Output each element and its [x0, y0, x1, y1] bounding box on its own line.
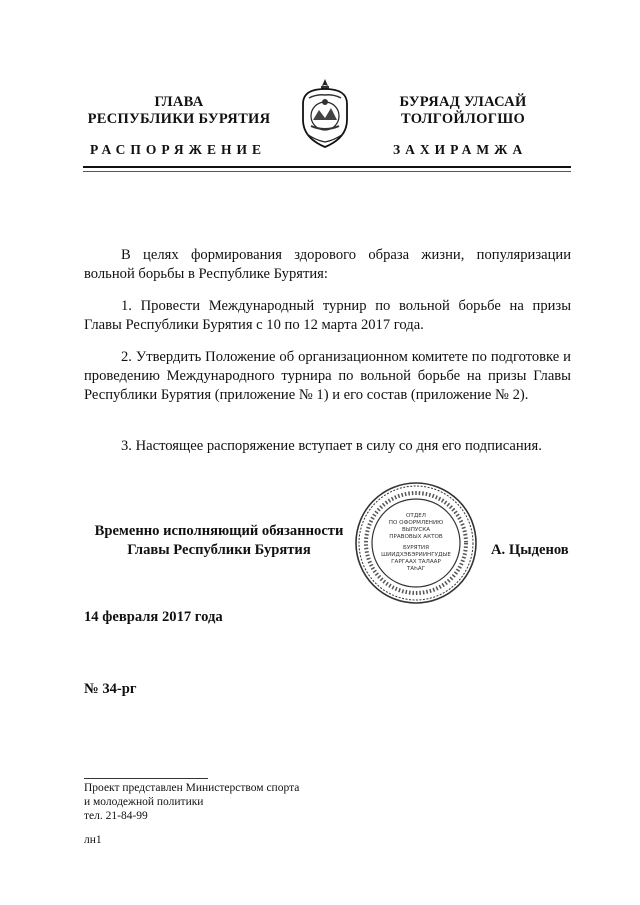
- footer-initials: лн1: [84, 834, 102, 846]
- stamp-line-5: БУРЯТИЯ: [403, 545, 429, 551]
- stamp-line-1: ОТДЕЛ: [406, 513, 426, 519]
- item-3-paragraph: 3. Настоящее распоряжение вступает в силу со дня его подписания.: [121, 438, 542, 454]
- stamp-line-3: ВЫПУСКА: [401, 527, 431, 533]
- header-left: [84, 94, 274, 128]
- stamp-line-8: ТАҺАГ: [406, 566, 426, 572]
- signatory-position: [84, 522, 354, 560]
- preamble-paragraph: В целях формирования здорового образа жизни, популяризации вольной борьбы в Республике Бурятия:: [84, 247, 571, 282]
- footer-rule: [84, 778, 208, 779]
- coat-of-arms-emblem: [295, 76, 355, 150]
- stamp-line-2: ПО ОФОРМЛЕНИЮ: [388, 520, 444, 526]
- header-right-line1: БУРЯАД УЛАСАЙ: [399, 94, 527, 110]
- stamp-line-4: ПРАВОВЫХ АКТОВ: [389, 534, 443, 540]
- official-seal-stamp: [353, 480, 479, 606]
- footer-line-3: тел. 21-84-99: [84, 810, 148, 822]
- document-number: № 34-рг: [84, 681, 137, 697]
- stamp-line-7: ГАРГААХ ТАЛААР: [391, 559, 441, 565]
- header-rule-thick: [83, 166, 571, 168]
- footer-line-2: и молодежной политики: [84, 796, 204, 808]
- header-left-line2: РЕСПУБЛИКИ БУРЯТИЯ: [87, 111, 271, 127]
- signatory-position-line2: Главы Республики Бурятия: [127, 542, 311, 558]
- header-left-line1: ГЛАВА: [154, 94, 204, 110]
- item-1-paragraph: 1. Провести Международный турнир по вольной борьбе на призы Главы Республики Бурятия с 10 по 12 марта 2017 года.: [84, 298, 571, 333]
- footer-note: [84, 781, 384, 823]
- signatory-position-line1: Временно исполняющий обязанности: [94, 523, 344, 539]
- header-right-line2: ТОЛГОЙЛОГШО: [400, 111, 526, 127]
- stamp-line-6: ШИИДХЭБЭРИИНГУДЫЕ: [381, 552, 451, 558]
- doc-type-bua: ЗАХИРАМЖА: [393, 142, 528, 157]
- doc-type-ru: РАСПОРЯЖЕНИЕ: [90, 142, 267, 157]
- signatory-name: А. Цыденов: [491, 542, 569, 558]
- header-rule-thin: [83, 171, 571, 172]
- footer-line-1: Проект представлен Министерством спорта: [84, 782, 300, 794]
- document-date: 14 февраля 2017 года: [84, 609, 223, 625]
- item-2-paragraph: 2. Утвердить Положение об организационном комитете по подготовке и проведению Международного турнира по вольной борьбе на призы Главы Республики Бурятия (приложение № 1) и его состав (приложение № 2).: [84, 349, 571, 403]
- header-right: [368, 94, 558, 128]
